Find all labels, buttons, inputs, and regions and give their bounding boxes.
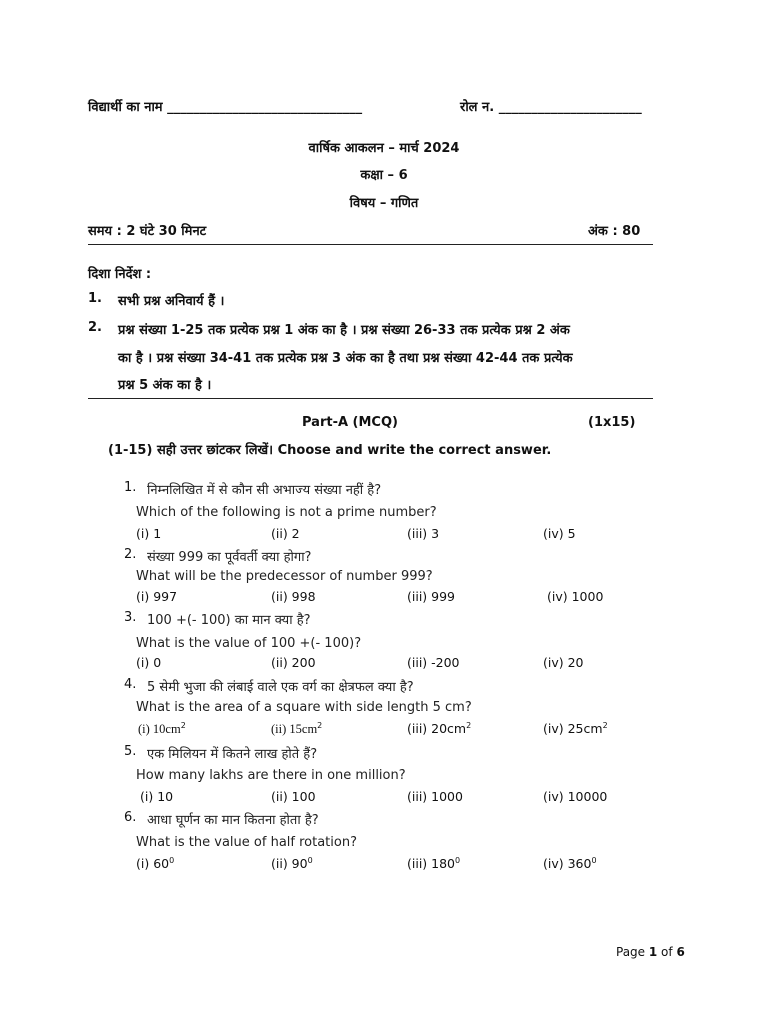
option-i: (i) $60^0$	[136, 855, 175, 871]
option-i: (i) 997	[136, 589, 178, 604]
question-text-english: Which of the following is not a prime number?	[136, 505, 437, 520]
instruction-text: का है । प्रश्न संख्या 34-41 तक प्रत्येक प्रश्न 3 अंक का है तथा प्रश्न संख्या 42-44 तक प्रत्येक	[118, 351, 573, 366]
question-text-english: What is the area of a square with side length 5 cm?	[136, 700, 472, 715]
superscript: 0	[591, 855, 597, 865]
instruction-number: 1.	[88, 291, 102, 306]
option-i: (i) 1	[136, 526, 162, 541]
option-iv: (iv) 1000	[547, 589, 604, 604]
superscript: 0	[455, 855, 461, 865]
section-title: Part-A (MCQ)	[302, 415, 398, 430]
question-number: 3.	[124, 610, 137, 625]
option-i: (i) 0	[136, 655, 162, 670]
option-ii: (ii) 998	[271, 589, 316, 604]
roll-number-label: रोल न. ______________________	[460, 100, 642, 115]
question-text-english: What is the value of half rotation?	[136, 835, 357, 850]
option-iii: (iii) -200	[407, 655, 460, 670]
question-text-english: What will be the predecessor of number 999?	[136, 569, 433, 584]
superscript: 2	[466, 720, 472, 730]
option-ii: (ii) 2	[271, 526, 300, 541]
marks-label: अंक : 80	[588, 224, 641, 239]
option-ii: (ii) $90^0$	[271, 855, 313, 871]
exam-title: वार्षिक आकलन – मार्च 2024	[308, 141, 460, 156]
class-label: कक्षा – 6	[360, 168, 408, 183]
option-iv: (iv) 10000	[543, 789, 608, 804]
subject-label: विषय – गणित	[349, 196, 419, 211]
question-number: 4.	[124, 677, 137, 692]
option-i: (i) 10	[140, 789, 174, 804]
question-text-hindi: निम्नलिखित में से कौन सी अभाज्य संख्या नहीं है?	[147, 483, 382, 498]
instruction-number: 2.	[88, 320, 102, 335]
instructions-divider	[88, 398, 653, 399]
question-text-hindi: एक मिलियन में कितने लाख होते हैं?	[147, 747, 318, 762]
option-iii: (iii) $180^0$	[407, 855, 461, 871]
instructions-heading: दिशा निर्देश :	[88, 267, 152, 282]
instruction-text: प्रश्न 5 अंक का है ।	[118, 378, 212, 393]
question-number: 6.	[124, 810, 137, 825]
section-direction: (1-15) सही उत्तर छांटकर लिखें। Choose and write the correct answer.	[108, 443, 552, 458]
section-marks: (1x15)	[588, 415, 636, 430]
question-number: 2.	[124, 547, 137, 562]
header-divider	[88, 244, 653, 245]
time-label: समय : 2 घंटे 30 मिनट	[88, 224, 207, 239]
superscript: 2	[317, 720, 323, 730]
option-i: (i) $10cm^2$	[138, 720, 186, 736]
question-text-english: What is the value of 100 +(- 100)?	[136, 636, 362, 651]
option-iii: (iii) 1000	[407, 789, 463, 804]
page-number: Page 1 of 6	[616, 945, 685, 959]
question-text-english: How many lakhs are there in one million?	[136, 768, 406, 783]
superscript: 2	[180, 720, 186, 730]
question-text-hindi: 5 सेमी भुजा की लंबाई वाले एक वर्ग का क्षेत्रफल क्या है?	[147, 680, 414, 695]
instruction-text: सभी प्रश्न अनिवार्य हैं ।	[118, 294, 225, 309]
option-iii: (iii) 999	[407, 589, 456, 604]
option-iv: (iv) $25cm^2$	[543, 720, 608, 736]
question-text-hindi: 100 +(- 100) का मान क्या है?	[147, 613, 311, 628]
superscript: 0	[307, 855, 313, 865]
question-text-hindi: आधा घूर्णन का मान कितना होता है?	[147, 813, 319, 828]
option-ii: (ii) 200	[271, 655, 316, 670]
option-iv: (iv) 5	[543, 526, 576, 541]
option-ii: (ii) 100	[271, 789, 316, 804]
option-ii: (ii) $15cm^2$	[271, 720, 323, 736]
option-iv: (iv) 20	[543, 655, 584, 670]
option-iii: (iii) $20cm^2$	[407, 720, 472, 736]
superscript: 0	[169, 855, 175, 865]
instruction-text: प्रश्न संख्या 1-25 तक प्रत्येक प्रश्न 1 अंक का है । प्रश्न संख्या 26-33 तक प्रत्येक प्रश्न 2 अंक	[118, 323, 570, 338]
question-number: 5.	[124, 744, 137, 759]
student-name-label: विद्यार्थी का नाम ______________________________	[88, 100, 363, 115]
question-number: 1.	[124, 480, 137, 495]
superscript: 2	[602, 720, 608, 730]
question-text-hindi: संख्या 999 का पूर्ववर्ती क्या होगा?	[147, 550, 312, 565]
option-iv: (iv) $360^0$	[543, 855, 597, 871]
option-iii: (iii) 3	[407, 526, 440, 541]
